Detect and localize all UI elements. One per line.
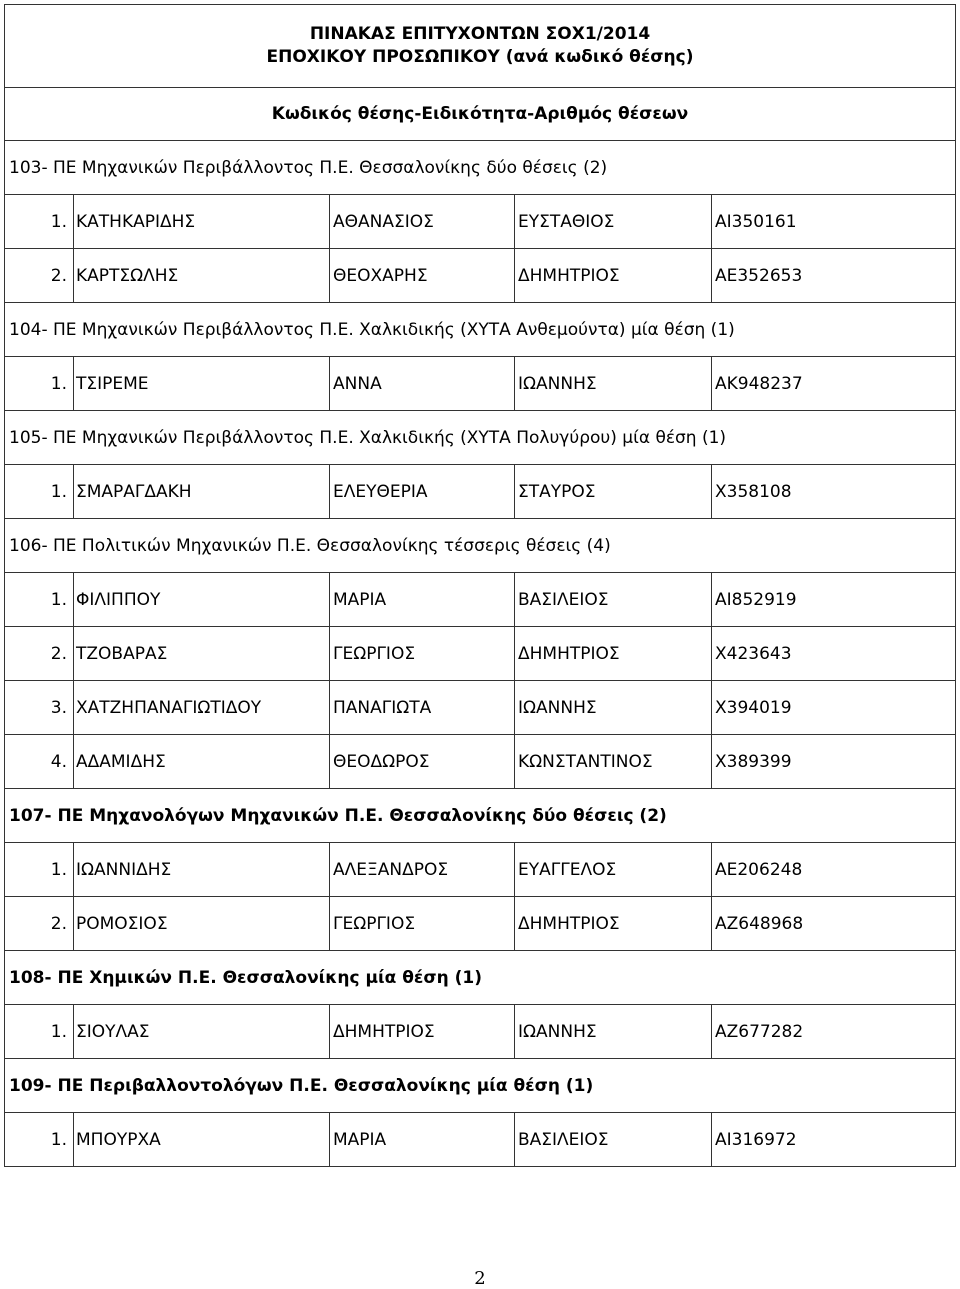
row-number: 1. [5,195,74,249]
father-name-cell: ΙΩΑΝΝΗΣ [515,357,712,411]
id-number-cell: Χ423643 [712,627,956,681]
row-number: 1. [5,1005,74,1059]
title-cell [5,5,956,88]
first-name-cell: ΘΕΟΧΑΡΗΣ [330,249,515,303]
first-name-cell: ΓΕΩΡΓΙΟΣ [330,897,515,951]
id-number-cell: ΑΖ677282 [712,1005,956,1059]
first-name-cell: ΕΛΕΥΘΕΡΙΑ [330,465,515,519]
surname-cell: ΣΜΑΡΑΓΔΑΚΗ [74,465,330,519]
table-row [5,465,956,519]
first-name-cell: ΜΑΡΙΑ [330,573,515,627]
id-number-cell: ΑΕ352653 [712,249,956,303]
section-heading-row [5,303,956,357]
surname-cell: ΤΣΙΡΕΜΕ [74,357,330,411]
table-row [5,249,956,303]
id-number-cell: Χ389399 [712,735,956,789]
first-name-cell: ΜΑΡΙΑ [330,1113,515,1167]
section-heading: 106- ΠΕ Πολιτικών Μηχανικών Π.Ε. Θεσσαλονίκης τέσσερις θέσεις (4) [5,519,956,573]
id-number-cell: ΑΕ206248 [712,843,956,897]
section-heading-row [5,141,956,195]
section-heading: 108- ΠΕ Χημικών Π.Ε. Θεσσαλονίκης μία θέση (1) [5,951,956,1005]
table-row [5,843,956,897]
father-name-cell: ΔΗΜΗΤΡΙΟΣ [515,249,712,303]
row-number: 2. [5,627,74,681]
surname-cell: ΜΠΟΥΡΧΑ [74,1113,330,1167]
father-name-cell: ΙΩΑΝΝΗΣ [515,1005,712,1059]
father-name-cell: ΒΑΣΙΛΕΙΟΣ [515,573,712,627]
section-heading: 104- ΠΕ Μηχανικών Περιβάλλοντος Π.Ε. Χαλκιδικής (ΧΥΤΑ Ανθεμούντα) μία θέση (1) [5,303,956,357]
subtitle-row [5,88,956,141]
first-name-cell: ΔΗΜΗΤΡΙΟΣ [330,1005,515,1059]
surname-cell: ΚΑΡΤΣΩΛΗΣ [74,249,330,303]
section-heading-row [5,411,956,465]
first-name-cell: ΑΘΑΝΑΣΙΟΣ [330,195,515,249]
row-number: 1. [5,1113,74,1167]
id-number-cell: ΑΖ648968 [712,897,956,951]
id-number-cell: Χ394019 [712,681,956,735]
first-name-cell: ΓΕΩΡΓΙΟΣ [330,627,515,681]
id-number-cell: Χ358108 [712,465,956,519]
father-name-cell: ΕΥΑΓΓΕΛΟΣ [515,843,712,897]
table-row [5,897,956,951]
father-name-cell: ΒΑΣΙΛΕΙΟΣ [515,1113,712,1167]
father-name-cell: ΔΗΜΗΤΡΙΟΣ [515,897,712,951]
father-name-cell: ΔΗΜΗΤΡΙΟΣ [515,627,712,681]
table-row [5,357,956,411]
row-number: 1. [5,843,74,897]
row-number: 1. [5,357,74,411]
surname-cell: ΚΑΤΗΚΑΡΙΔΗΣ [74,195,330,249]
title-line-2: ΕΠΟΧΙΚΟΥ ΠΡΟΣΩΠΙΚΟΥ (ανά κωδικό θέσης) [266,47,694,67]
father-name-cell: ΣΤΑΥΡΟΣ [515,465,712,519]
id-number-cell: ΑΙ316972 [712,1113,956,1167]
table-row [5,681,956,735]
id-number-cell: ΑΚ948237 [712,357,956,411]
table-row [5,195,956,249]
first-name-cell: ΘΕΟΔΩΡΟΣ [330,735,515,789]
subtitle-cell: Κωδικός θέσης-Ειδικότητα-Αριθμός θέσεων [5,88,956,141]
id-number-cell: ΑΙ350161 [712,195,956,249]
first-name-cell: ΑΛΕΞΑΝΔΡΟΣ [330,843,515,897]
surname-cell: ΑΔΑΜΙΔΗΣ [74,735,330,789]
title-line-1: ΠΙΝΑΚΑΣ ΕΠΙΤΥΧΟΝΤΩΝ ΣΟΧ1/2014 [309,24,651,44]
table-row [5,735,956,789]
table-row [5,627,956,681]
table-row [5,1113,956,1167]
father-name-cell: ΕΥΣΤΑΘΙΟΣ [515,195,712,249]
father-name-cell: ΙΩΑΝΝΗΣ [515,681,712,735]
row-number: 1. [5,573,74,627]
surname-cell: ΧΑΤΖΗΠΑΝΑΓΙΩΤΙΔΟΥ [74,681,330,735]
section-heading-row [5,1059,956,1113]
row-number: 2. [5,897,74,951]
first-name-cell: ΑΝΝΑ [330,357,515,411]
table-row [5,1005,956,1059]
section-heading: 105- ΠΕ Μηχανικών Περιβάλλοντος Π.Ε. Χαλκιδικής (ΧΥΤΑ Πολυγύρου) μία θέση (1) [5,411,956,465]
row-number: 4. [5,735,74,789]
surname-cell: ΤΖΟΒΑΡΑΣ [74,627,330,681]
section-heading-row [5,951,956,1005]
section-heading-row [5,789,956,843]
surname-cell: ΡΟΜΟΣΙΟΣ [74,897,330,951]
surname-cell: ΣΙΟΥΛΑΣ [74,1005,330,1059]
section-heading: 107- ΠΕ Μηχανολόγων Μηχανικών Π.Ε. Θεσσαλονίκης δύο θέσεις (2) [5,789,956,843]
row-number: 1. [5,465,74,519]
title-row [5,5,956,88]
section-heading: 109- ΠΕ Περιβαλλοντολόγων Π.Ε. Θεσσαλονίκης μία θέση (1) [5,1059,956,1113]
table-row [5,573,956,627]
surname-cell: ΙΩΑΝΝΙΔΗΣ [74,843,330,897]
results-table [4,4,956,1167]
row-number: 2. [5,249,74,303]
section-heading-row [5,519,956,573]
section-heading: 103- ΠΕ Μηχανικών Περιβάλλοντος Π.Ε. Θεσσαλονίκης δύο θέσεις (2) [5,141,956,195]
id-number-cell: ΑΙ852919 [712,573,956,627]
row-number: 3. [5,681,74,735]
first-name-cell: ΠΑΝΑΓΙΩΤΑ [330,681,515,735]
surname-cell: ΦΙΛΙΠΠΟΥ [74,573,330,627]
page-number: 2 [474,1268,486,1289]
father-name-cell: ΚΩΝΣΤΑΝΤΙΝΟΣ [515,735,712,789]
